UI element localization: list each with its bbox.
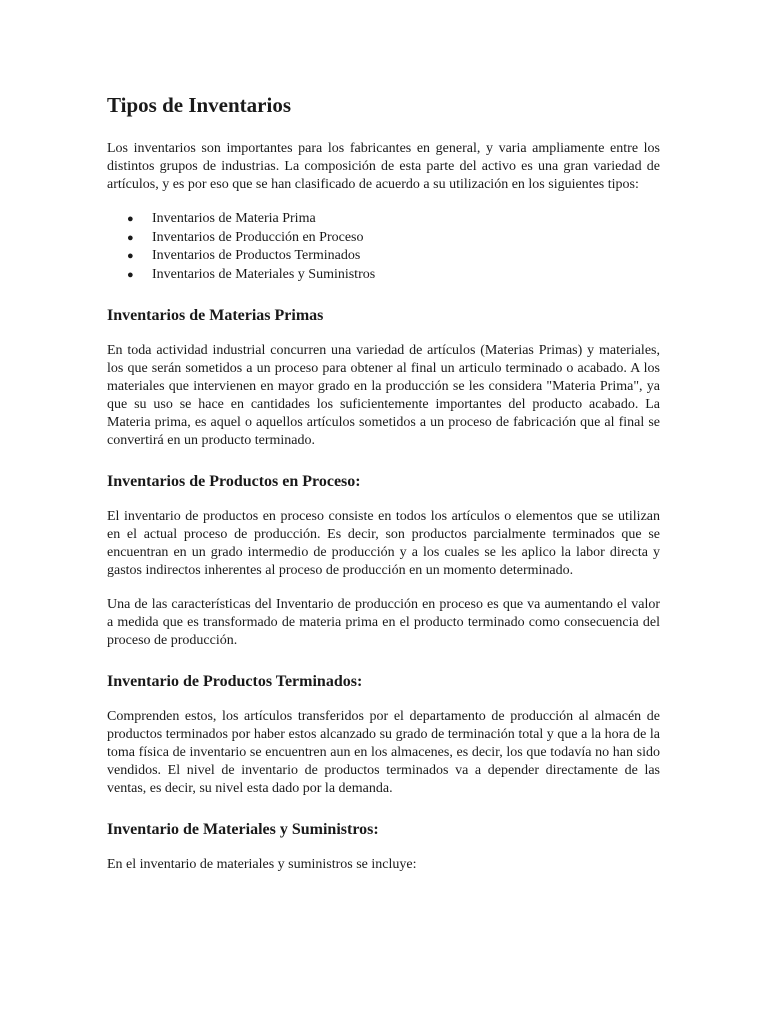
list-item-text: Inventarios de Productos Terminados xyxy=(152,248,361,263)
bullet-icon: ● xyxy=(127,250,134,262)
list-item xyxy=(127,266,660,285)
list-item-text: Inventarios de Materiales y Suministros xyxy=(152,266,376,282)
intro-paragraph: Los inventarios son importantes para los fabricantes en general, y varia ampliamente entre los distintos grupos de industrias. La composición de esta parte del activo es una gran variedad de artículos, y es por eso que se han clasificado de acuerdo a su utilización en los siguientes tipos: xyxy=(107,141,660,192)
list-item xyxy=(127,229,660,248)
section-paragraph: Una de las características del Inventario de producción en proceso es que va aumentando el valor a medida que es transformado de materia prima en el producto terminado como consecuencia del proceso de producción. xyxy=(107,597,660,648)
list-item-text: Inventarios de Materia Prima xyxy=(152,211,316,226)
section-heading-productos-terminados: Inventario de Productos Terminados: xyxy=(107,673,363,690)
section-paragraph: En el inventario de materiales y suministros se incluye: xyxy=(107,857,417,872)
section-heading-materias-primas: Inventarios de Materias Primas xyxy=(107,307,324,324)
section-paragraph: Comprenden estos, los artículos transferidos por el departamento de producción al almacén de productos terminados por haber estos alcanzado su grado de terminación total y que a la hora de la toma física de inventario se encuentren aun en los almacenes, es decir, los que todavía no han sido vendidos. El nivel de inventario de productos terminados va a depender directamente de las ventas, es decir, su nivel esta dado por la demanda. xyxy=(107,709,660,796)
section-heading-materiales-suministros: Inventario de Materiales y Suministros: xyxy=(107,821,379,838)
section-paragraph: El inventario de productos en proceso consiste en todos los artículos o elementos que se utilizan en el actual proceso de producción. Es decir, son productos parcialmente terminados que se encuentran en un grado intermedio de producción y a los cuales se les aplico la labor directa y gastos indirectos inherentes al proceso de producción en un momento determinado. xyxy=(107,509,660,578)
section-heading-productos-en-proceso: Inventarios de Productos en Proceso: xyxy=(107,473,361,490)
list-item-text: Inventarios de Producción en Proceso xyxy=(152,229,364,245)
section-paragraph: En toda actividad industrial concurren una variedad de artículos (Materias Primas) y materiales, los que serán sometidos a un proceso para obtener al final un articulo terminado o acabado. A los materiales que intervienen en mayor grado en la producción se les considera "Materia Prima", ya que su uso se hace en cantidades los suficientemente importantes del producto acabado. La Materia prima, es aquel o aquellos artículos sometidos a un proceso de fabricación que al final se convertirá en un producto terminado. xyxy=(107,343,660,448)
bullet-icon: ● xyxy=(127,268,134,281)
document-page xyxy=(107,92,660,890)
list-item xyxy=(127,247,660,266)
inventory-types-list xyxy=(107,210,660,284)
document-title: Tipos de Inventarios xyxy=(107,93,291,117)
bullet-icon: ● xyxy=(127,231,134,244)
bullet-icon: ● xyxy=(127,213,134,225)
list-item xyxy=(127,210,660,229)
